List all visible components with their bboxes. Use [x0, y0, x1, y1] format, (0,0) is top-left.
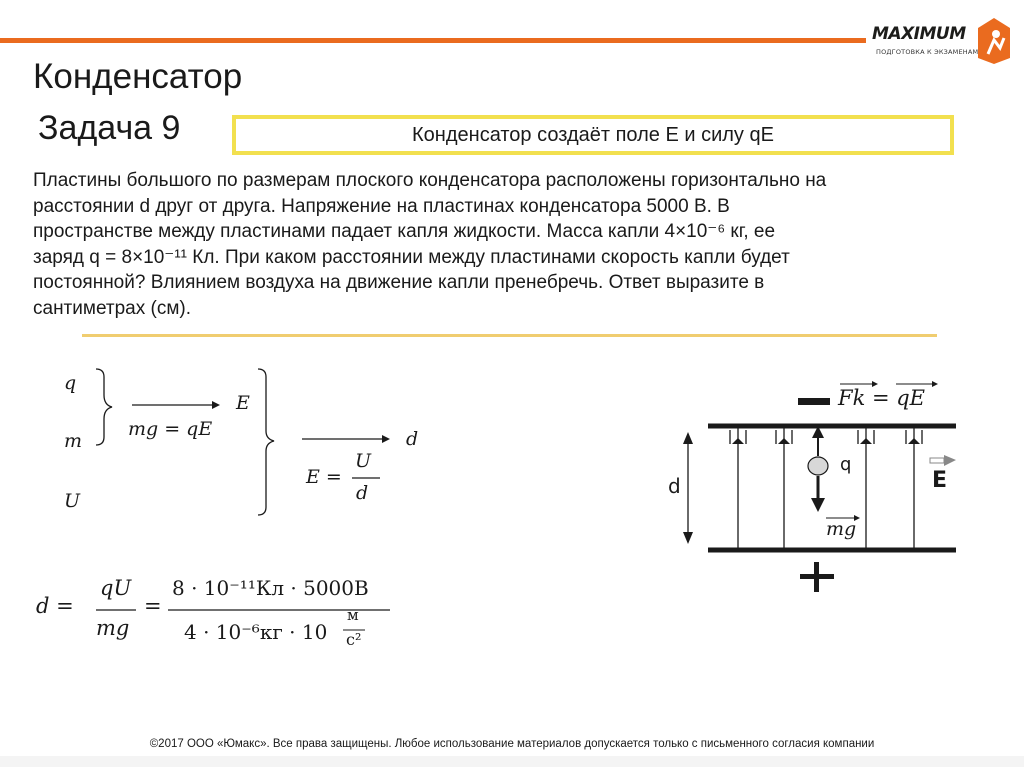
given-u: U: [64, 490, 81, 512]
capacitor-diagram: [660, 378, 980, 598]
footer-copyright: ©2017 ООО «Юмакс». Все права защищены. Любое использование материалов допускается только с письменного согласия компании: [149, 738, 875, 750]
distance-label: d: [668, 474, 681, 498]
final-result-d: d: [406, 428, 419, 450]
calc-unit-den: с²: [346, 630, 362, 649]
problem-line: Пластины большого по размерам плоского конденсатора расположены горизонтально на: [33, 170, 827, 191]
logo-text: MAXIMUM: [872, 24, 966, 44]
calc-frac2-num: 8 · 10⁻¹¹Кл · 5000В: [172, 576, 369, 600]
calc-equals: =: [144, 594, 162, 618]
force-label: Fk = qE: [838, 386, 926, 410]
mid-equation: mg = qE: [128, 418, 213, 440]
field-formula-lhs: E =: [306, 466, 342, 488]
calc-lhs: d =: [36, 594, 74, 618]
calc-frac2-den: 4 · 10⁻⁶кг · 10: [184, 620, 328, 644]
problem-statement: [33, 168, 993, 321]
hint-box: [232, 115, 954, 155]
calc-frac1-den: mg: [96, 616, 130, 640]
charge-label: q: [840, 454, 852, 475]
problem-line: заряд q = 8×10⁻¹¹ Кл. При каком расстоянии между пластинами скорость капли будет: [33, 246, 790, 268]
gravity-label: mg: [826, 518, 857, 540]
problem-line: расстоянии d друг от друга. Напряжение на пластинах конденсатора 5000 В. В: [33, 195, 730, 217]
given-q: q: [64, 372, 77, 394]
slide-title: Конденсатор: [33, 57, 243, 96]
calc-unit-num: м: [347, 606, 359, 624]
field-formula-denominator: d: [356, 482, 369, 504]
brand-logo: [868, 14, 1018, 66]
calc-frac1-num: qU: [100, 576, 132, 600]
calc-fraction-lines: [90, 600, 410, 660]
problem-line: пространстве между пластинами падает капля жидкости. Масса капли 4×10⁻⁶ кг, ее: [33, 221, 776, 242]
logo-mascot-icon: [976, 14, 1016, 66]
task-label: Задача 9: [38, 109, 181, 147]
logo-tagline: ПОДГОТОВКА К ЭКЗАМЕНАМ: [876, 48, 979, 56]
problem-line: постоянной? Влиянием воздуха на движение капли пренебречь. Ответ выразите в: [33, 272, 765, 293]
hint-text: Конденсатор создаёт поле E и силу qE: [412, 123, 774, 146]
header-accent-rule: [0, 38, 866, 43]
field-label: E: [932, 468, 948, 493]
section-divider: [82, 334, 937, 337]
problem-line: сантиметрах (см).: [33, 297, 191, 319]
given-m: m: [64, 430, 83, 452]
minus-sign-shape: [798, 398, 830, 405]
mid-result-e: E: [236, 392, 250, 414]
field-formula-numerator: U: [355, 450, 372, 472]
footer-bar: [0, 756, 1024, 767]
